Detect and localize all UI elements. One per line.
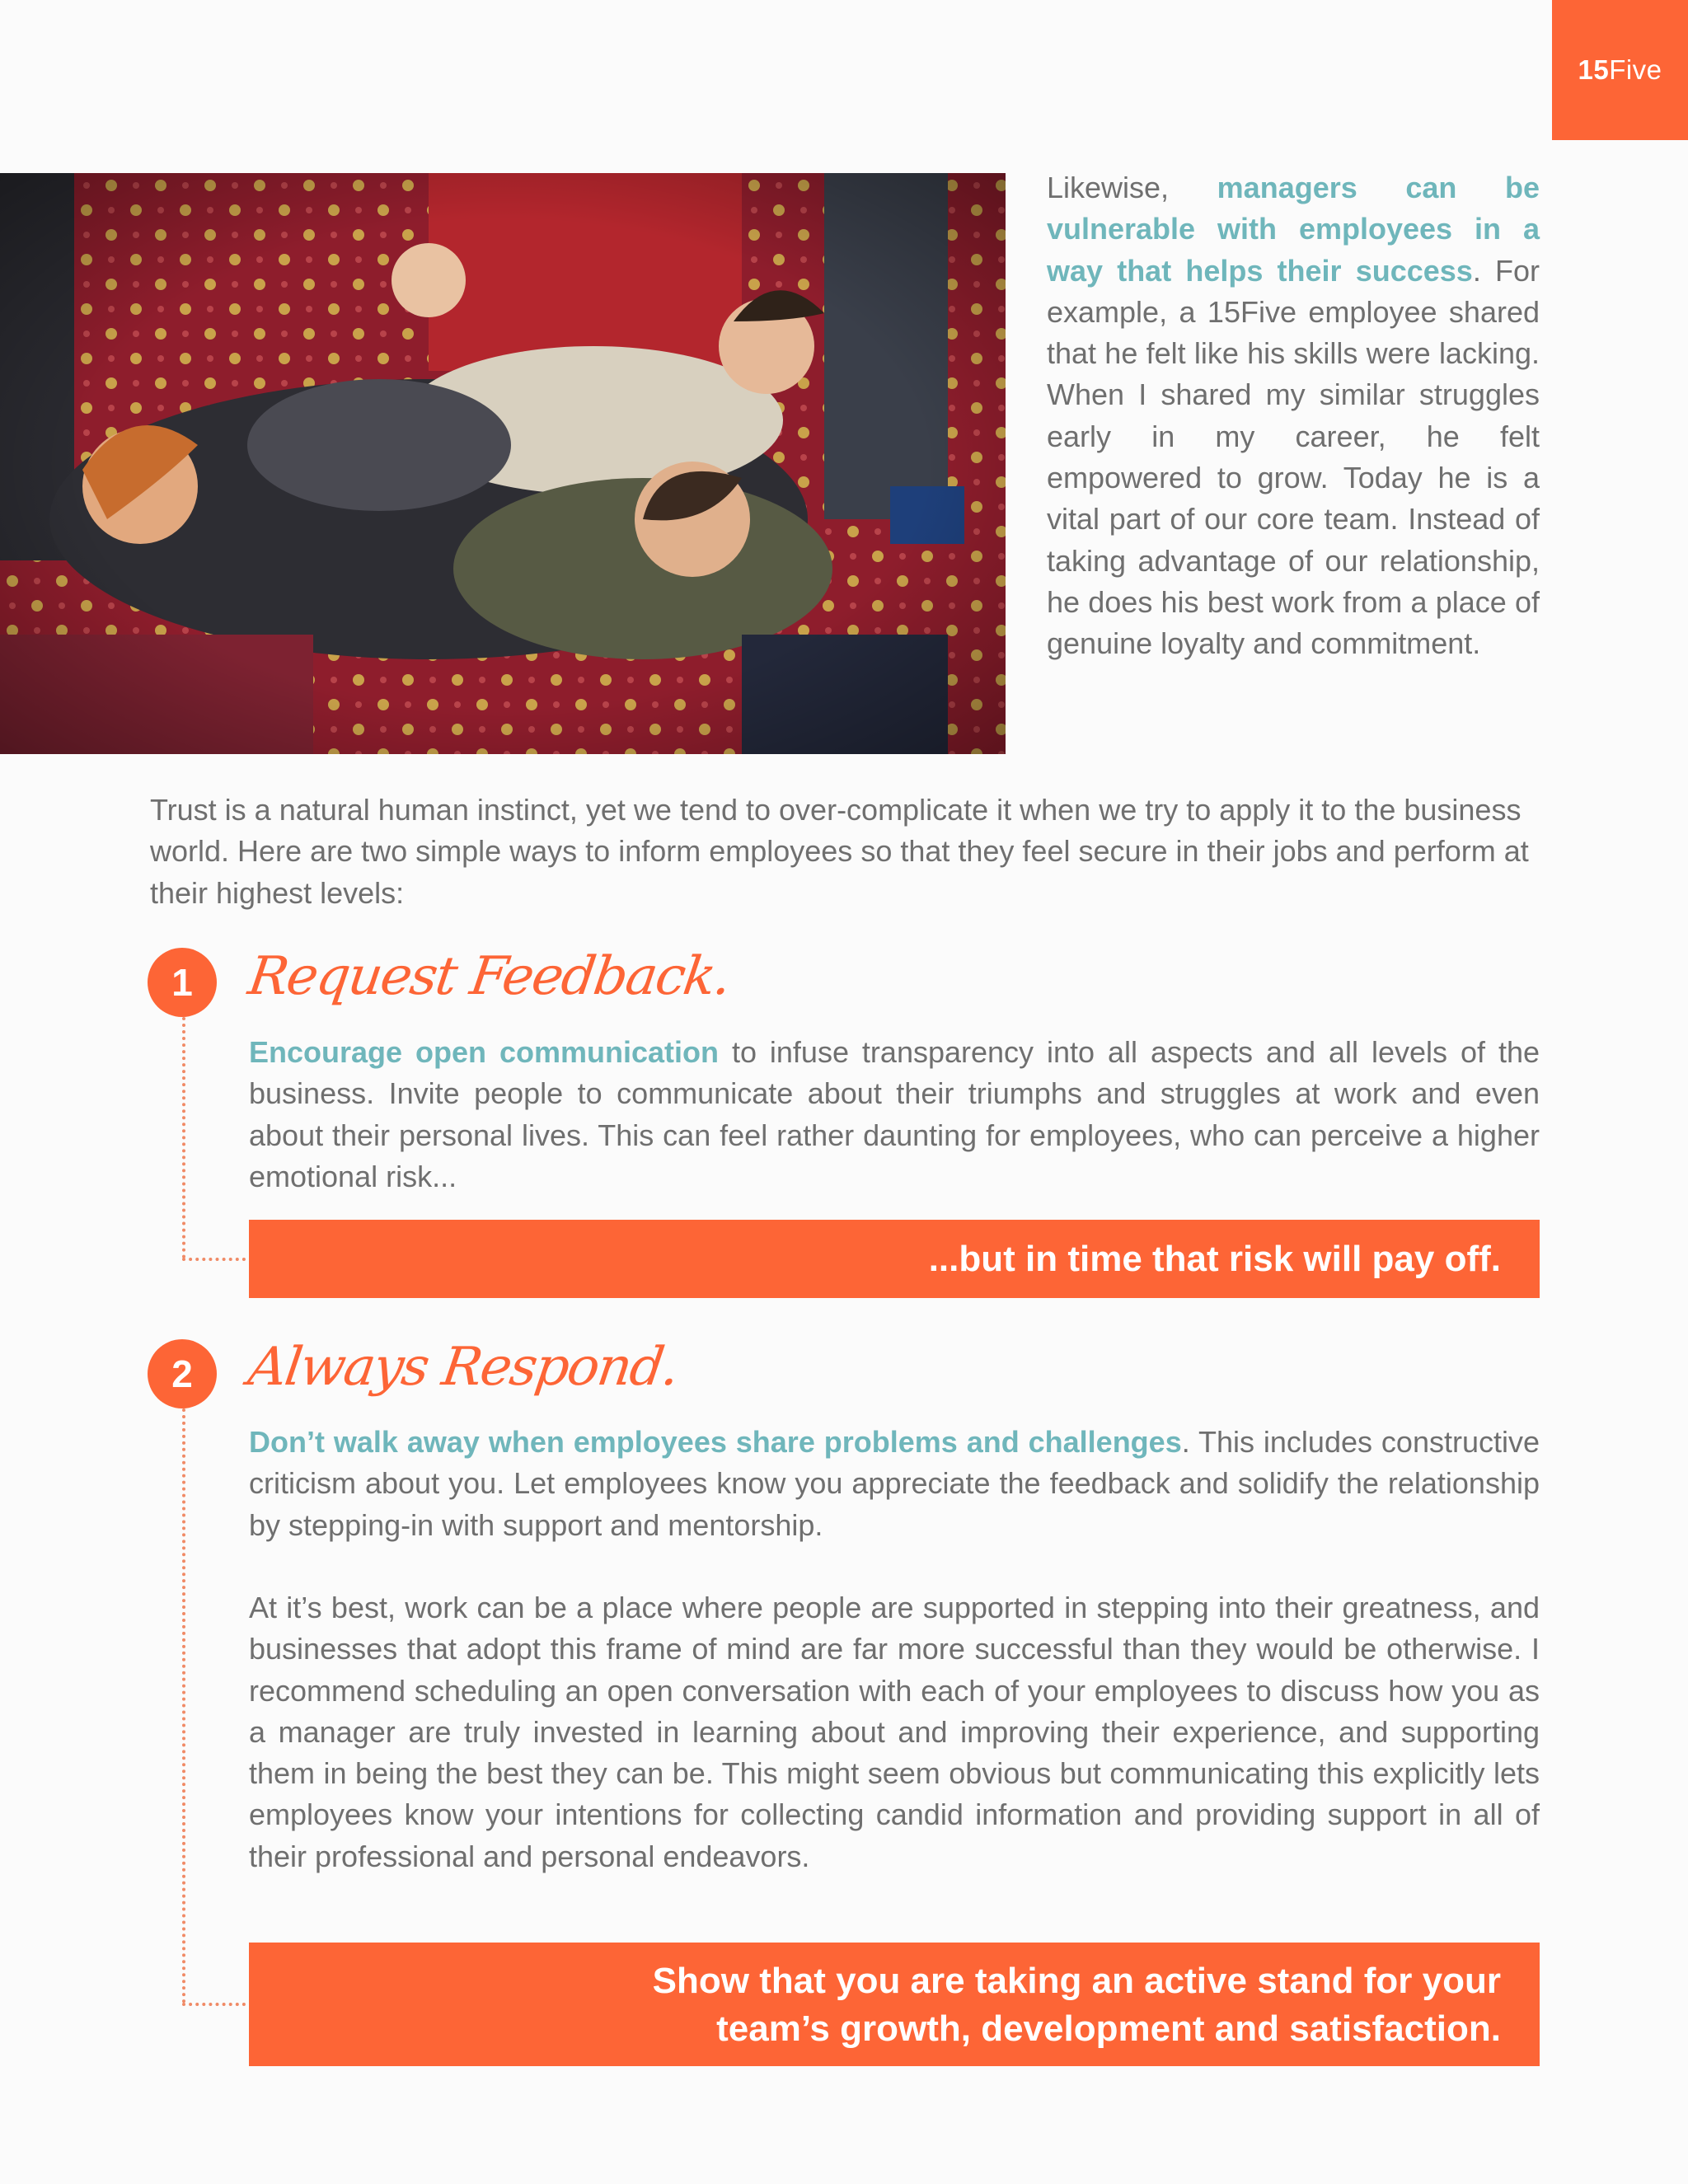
side-body: . For example, a 15Five employee shared that he felt like his skills were lacking. When I shared my similar struggles early in my career, he felt empowered to grow. Today he is a vital part of our core team. Instead of taking advantage of our relationship, he does his best work from a place of genuine loyalty and commitment. xyxy=(1047,253,1540,661)
callout-active-stand xyxy=(249,1943,1540,2066)
section-title-always-respond: Always Respond. xyxy=(244,1337,682,1398)
connector-branch-1 xyxy=(182,1258,246,1261)
side-paragraph xyxy=(1047,167,1540,665)
step-number-1: 1 xyxy=(148,948,217,1017)
section1-body: to infuse transparency into all aspects and all levels of the business. Invite people to communicate about their triumphs and struggles at work and even about their personal lives. This can feel rather daunting for employees, who can perceive a higher emotional risk... xyxy=(249,1035,1540,1193)
connector-line-2 xyxy=(182,1408,185,2004)
callout-active-stand-line1: Show that you are taking an active stand for your xyxy=(652,1961,1501,2001)
side-lead: Likewise, xyxy=(1047,171,1217,204)
callout-active-stand-line2: team’s growth, development and satisfaction. xyxy=(716,2008,1501,2049)
step-number-2: 2 xyxy=(148,1339,217,1408)
brand-logo xyxy=(1552,0,1688,140)
intro-paragraph: Trust is a natural human instinct, yet we tend to over-complicate it when we try to apply it to the business world. Here are two simple ways to inform employees so that they feel secure in their jobs and perform at their highest levels: xyxy=(150,793,1529,910)
section2-highlight: Don’t walk away when employees share problems and challenges xyxy=(249,1425,1182,1459)
connector-branch-2 xyxy=(182,2003,246,2006)
brand-logo-bold: 15 xyxy=(1578,54,1610,85)
section2-body: . This includes constructive criticism about you. Let employees know you appreciate the feedback and solidify the relationship by stepping-in with support and mentorship. xyxy=(249,1425,1540,1542)
section-title-request-feedback: Request Feedback. xyxy=(244,946,734,1007)
brand-logo-light: Five xyxy=(1609,54,1662,85)
connector-line-1 xyxy=(182,1017,185,1258)
section2-paragraph xyxy=(249,1422,1540,1546)
group-photo xyxy=(0,173,1006,754)
group-photo-illustration xyxy=(0,173,1006,754)
section1-paragraph xyxy=(249,1032,1540,1197)
section2-paragraph-2: At it’s best, work can be a place where people are supported in stepping into their greatness, and businesses that adopt this frame of mind are far more successful than they would be otherwise. I recommend scheduling an open conversation with each of your employees to discuss how you as a manager are truly invested in learning about and improving their experience, and supporting them in being the best they can be. This might seem obvious but communicating this explicitly lets employees know your intentions for collecting candid information and providing support in all of their professional and personal endeavors. xyxy=(249,1591,1540,1873)
side-highlight: managers can be vulnerable with employees in a way that helps their success xyxy=(1047,171,1540,288)
section1-highlight: Encourage open communication xyxy=(249,1035,719,1069)
callout-risk-pays-off: ...but in time that risk will pay off. xyxy=(249,1220,1540,1298)
